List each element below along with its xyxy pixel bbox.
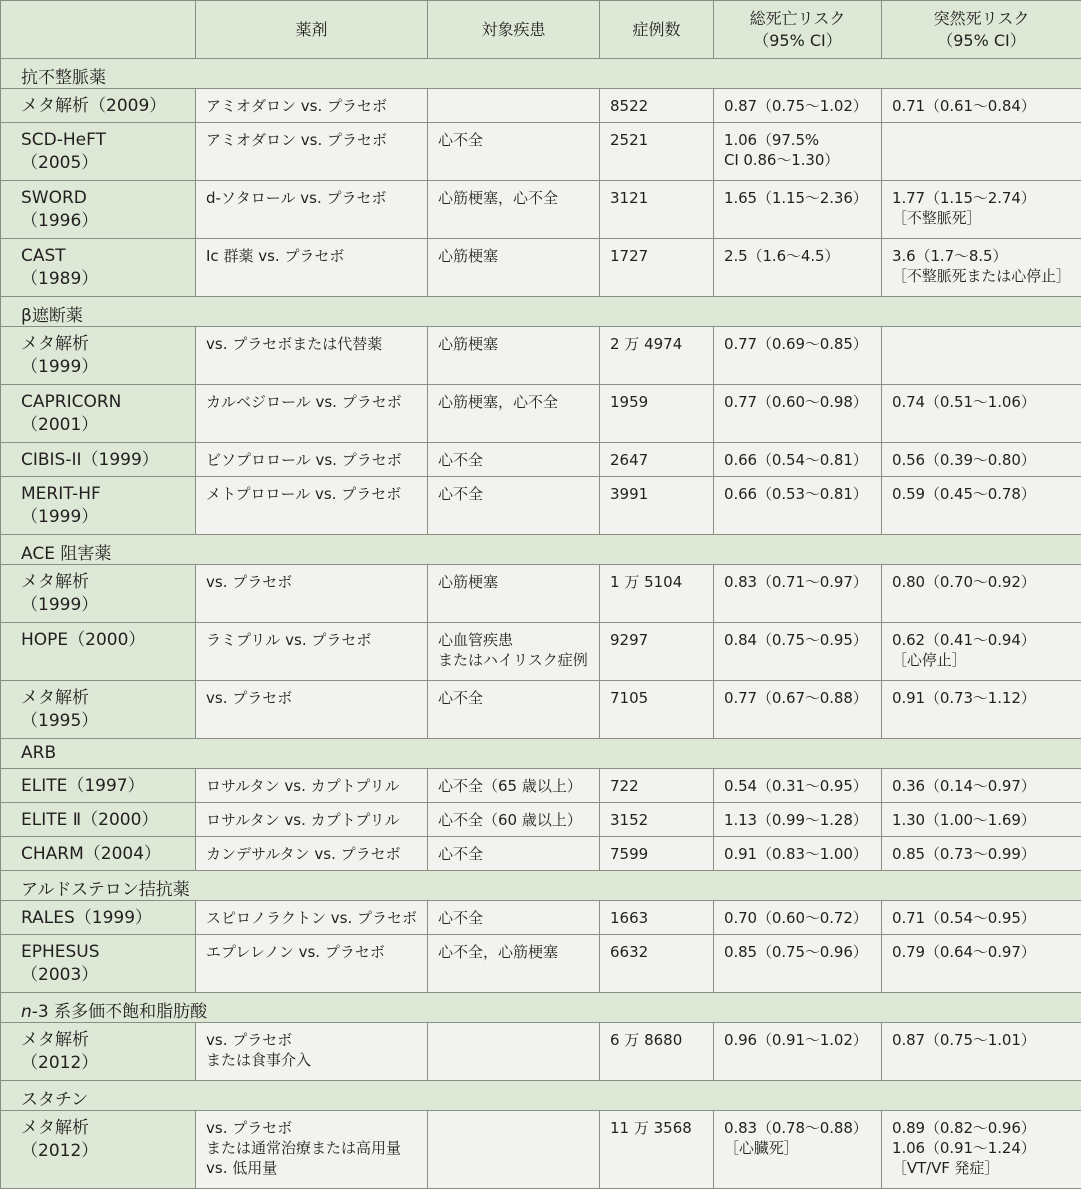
cell-target: 心不全 [428,901,600,935]
section-row [1,297,1081,327]
cell-n: 6632 [600,935,714,993]
cell-name: SCD-HeFT （2005） [1,123,196,181]
cell-sudden: 0.59（0.45～0.78） [882,477,1081,535]
cell-sudden: 0.79（0.64～0.97） [882,935,1081,993]
table-row [1,623,1081,681]
table-row [1,327,1081,385]
cell-target: 心不全 [428,681,600,739]
cell-drug: ロサルタン vs. カプトプリル [196,803,428,837]
section-row [1,871,1081,901]
cell-name: メタ解析 （1999） [1,565,196,623]
cell-target: 心不全 [428,443,600,477]
cell-sudden: 0.71（0.54～0.95） [882,901,1081,935]
section-row [1,535,1081,565]
cell-total: 0.54（0.31～0.95） [714,769,882,803]
section-title-text: ARB [21,743,57,763]
table-row [1,837,1081,871]
cell-drug: ラミプリル vs. プラセボ [196,623,428,681]
cell-target: 心筋梗塞 [428,239,600,297]
cell-drug: アミオダロン vs. プラセボ [196,123,428,181]
cell-sudden: 0.62（0.41～0.94） ［心停止］ [882,623,1081,681]
cell-name: HOPE（2000） [1,623,196,681]
cell-sudden: 0.80（0.70～0.92） [882,565,1081,623]
cell-name: RALES（1999） [1,901,196,935]
cell-total: 0.83（0.71～0.97） [714,565,882,623]
cell-n: 3152 [600,803,714,837]
cell-target: 心不全 [428,123,600,181]
table-row [1,1111,1081,1189]
section-title-text: 抗不整脈薬 [21,68,106,88]
cell-drug: ビソプロロール vs. プラセボ [196,443,428,477]
table-row [1,181,1081,239]
cell-sudden [882,123,1081,181]
table-row [1,89,1081,123]
cell-name: ELITE Ⅱ（2000） [1,803,196,837]
cell-total: 0.83（0.78～0.88） ［心臓死］ [714,1111,882,1189]
cell-name: メタ解析（2009） [1,89,196,123]
cell-name: CAST （1989） [1,239,196,297]
cell-drug: ロサルタン vs. カプトプリル [196,769,428,803]
header-sudden: 突然死リスク （95% CI） [882,1,1081,59]
cell-sudden [882,327,1081,385]
cell-name: メタ解析 （1995） [1,681,196,739]
cell-sudden: 0.36（0.14～0.97） [882,769,1081,803]
cell-n: 2647 [600,443,714,477]
cell-name: ELITE（1997） [1,769,196,803]
cell-total: 0.77（0.60～0.98） [714,385,882,443]
cell-drug: カルベジロール vs. プラセボ [196,385,428,443]
cell-total: 0.66（0.53～0.81） [714,477,882,535]
section-title-text: アルドステロン拮抗薬 [21,880,190,900]
cell-target: 心筋梗塞 [428,565,600,623]
section-title [1,871,1081,901]
cell-drug: Ⅰc 群薬 vs. プラセボ [196,239,428,297]
section-title [1,59,1081,89]
cell-sudden: 1.77（1.15～2.74） ［不整脈死］ [882,181,1081,239]
cell-sudden: 0.89（0.82～0.96） 1.06（0.91～1.24） ［VT/VF 発症］ [882,1111,1081,1189]
cell-drug: vs. プラセボ または食事介入 [196,1023,428,1081]
cell-name: メタ解析 （2012） [1,1111,196,1189]
cell-sudden: 0.87（0.75～1.01） [882,1023,1081,1081]
cell-name: メタ解析 （1999） [1,327,196,385]
section-title-text: ACE 阻害薬 [21,544,112,564]
table-row [1,565,1081,623]
section-title-text: スタチン [21,1090,89,1110]
header-blank [1,1,196,59]
cell-name: MERIT-HF （1999） [1,477,196,535]
cell-total: 1.06（97.5% CI 0.86～1.30） [714,123,882,181]
cell-drug: スピロノラクトン vs. プラセボ [196,901,428,935]
cell-drug: メトプロロール vs. プラセボ [196,477,428,535]
table-row [1,443,1081,477]
table-row [1,681,1081,739]
header-total: 総死亡リスク （95% CI） [714,1,882,59]
cell-sudden: 0.56（0.39～0.80） [882,443,1081,477]
cell-drug: vs. プラセボ [196,681,428,739]
section-row [1,739,1081,769]
cell-drug: vs. プラセボまたは代替薬 [196,327,428,385]
cell-total: 0.96（0.91～1.02） [714,1023,882,1081]
cell-target: 心筋梗塞 [428,327,600,385]
section-title-text: -3 系多価不飽和脂肪酸 [31,1002,208,1022]
cell-total: 0.66（0.54～0.81） [714,443,882,477]
cell-total: 0.87（0.75～1.02） [714,89,882,123]
table-row [1,239,1081,297]
cell-n: 722 [600,769,714,803]
cell-drug: vs. プラセボ [196,565,428,623]
cell-n: 1727 [600,239,714,297]
header-drug: 薬剤 [196,1,428,59]
cell-target: 心不全，心筋梗塞 [428,935,600,993]
cell-sudden: 0.91（0.73～1.12） [882,681,1081,739]
section-row [1,993,1081,1023]
cell-total: 0.84（0.75～0.95） [714,623,882,681]
cell-n: 3991 [600,477,714,535]
cell-name: CHARM（2004） [1,837,196,871]
cell-n: 2521 [600,123,714,181]
cell-sudden: 0.85（0.73～0.99） [882,837,1081,871]
header-n: 症例数 [600,1,714,59]
cell-n: 3121 [600,181,714,239]
cell-n: 8522 [600,89,714,123]
cell-total: 0.77（0.67～0.88） [714,681,882,739]
section-title [1,535,1081,565]
cell-target: 心不全 [428,837,600,871]
cell-target: 心筋梗塞，心不全 [428,181,600,239]
table-row [1,769,1081,803]
cell-n: 11 万 3568 [600,1111,714,1189]
cell-target [428,1023,600,1081]
cell-total: 0.70（0.60～0.72） [714,901,882,935]
section-title [1,1081,1081,1111]
cell-n: 7599 [600,837,714,871]
section-title [1,739,1081,769]
cell-n: 2 万 4974 [600,327,714,385]
header-row [1,1,1081,59]
cell-drug: アミオダロン vs. プラセボ [196,89,428,123]
cell-total: 0.91（0.83～1.00） [714,837,882,871]
cell-name: CAPRICORN （2001） [1,385,196,443]
cell-target: 心不全 [428,477,600,535]
cell-target: 心不全（65 歳以上） [428,769,600,803]
section-row [1,1081,1081,1111]
cell-n: 1959 [600,385,714,443]
cell-total: 2.5（1.6～4.5） [714,239,882,297]
cell-n: 9297 [600,623,714,681]
table-row [1,803,1081,837]
cell-sudden: 0.74（0.51～1.06） [882,385,1081,443]
section-row [1,59,1081,89]
table-row [1,935,1081,993]
table-row [1,1023,1081,1081]
cell-target: 心血管疾患 またはハイリスク症例 [428,623,600,681]
cell-n: 6 万 8680 [600,1023,714,1081]
cell-n: 7105 [600,681,714,739]
section-title [1,993,1081,1023]
cell-total: 0.85（0.75～0.96） [714,935,882,993]
cell-target: 心不全（60 歳以上） [428,803,600,837]
cell-drug: vs. プラセボ または通常治療または高用量 vs. 低用量 [196,1111,428,1189]
section-title-italic: n [21,1002,32,1022]
table-row [1,123,1081,181]
cell-n: 1 万 5104 [600,565,714,623]
cell-sudden: 0.71（0.61～0.84） [882,89,1081,123]
section-title-text: β遮断薬 [21,306,83,326]
cell-name: SWORD （1996） [1,181,196,239]
header-target: 対象疾患 [428,1,600,59]
table-row [1,477,1081,535]
section-title [1,297,1081,327]
cell-sudden: 1.30（1.00～1.69） [882,803,1081,837]
cell-name: EPHESUS （2003） [1,935,196,993]
cell-target: 心筋梗塞，心不全 [428,385,600,443]
cell-target [428,89,600,123]
table-row [1,385,1081,443]
table-body [1,59,1081,1189]
cell-drug: エプレレノン vs. プラセボ [196,935,428,993]
cell-total: 0.77（0.69～0.85） [714,327,882,385]
cell-name: CIBIS-II（1999） [1,443,196,477]
cell-total: 1.13（0.99～1.28） [714,803,882,837]
cell-name: メタ解析 （2012） [1,1023,196,1081]
cell-total: 1.65（1.15～2.36） [714,181,882,239]
cell-sudden: 3.6（1.7～8.5） ［不整脈死または心停止］ [882,239,1081,297]
cell-target [428,1111,600,1189]
cell-drug: カンデサルタン vs. プラセボ [196,837,428,871]
table-row [1,901,1081,935]
cell-n: 1663 [600,901,714,935]
cell-drug: d-ソタロール vs. プラセボ [196,181,428,239]
